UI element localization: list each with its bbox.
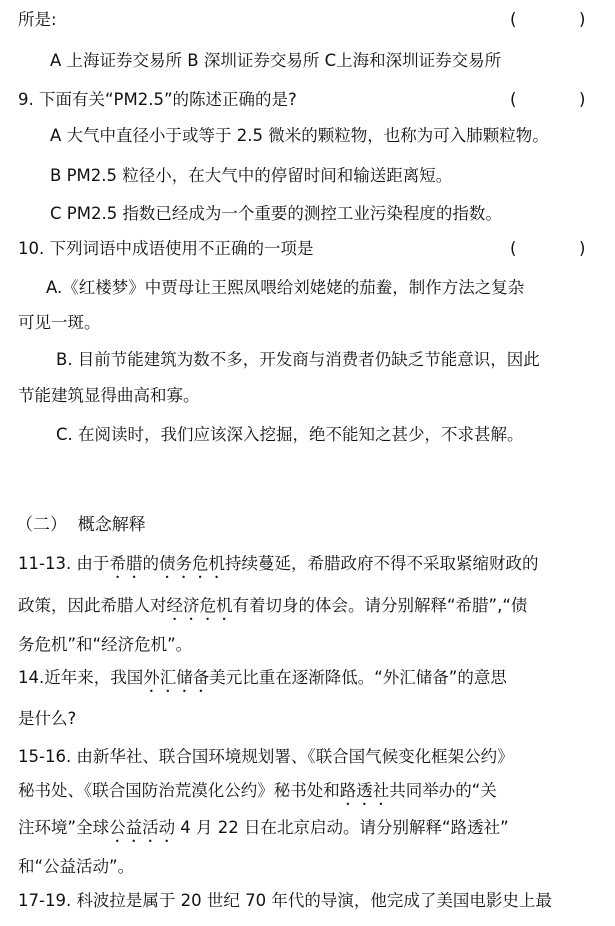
q11-13-line3: 务危机”和“经济危机”。 (18, 635, 193, 654)
term-reuters: 路透社 (339, 781, 390, 800)
q9-option-b: B PM2.5 粒径小，在大气中的停留时间和输送距离短。 (50, 166, 453, 185)
q8-stem-end: 所是: (18, 10, 57, 29)
term-debt-crisis: 债务危机 (158, 554, 225, 573)
q15-16-line3 (18, 817, 608, 846)
q15-16-line3-a: 注环境”全球 (18, 818, 110, 837)
q17-19-line1: 17-19. 科波拉是属于 20 世纪 70 年代的导演，他完成了美国电影史上最 (18, 891, 552, 910)
q11-13-line2-a: 政策，因此希腊人对 (18, 596, 167, 615)
q10-stem: 10. 下列词语中成语使用不正确的一项是 (18, 239, 314, 258)
q11-13-mid: 的 (142, 554, 159, 573)
q10-option-c: C. 在阅读时，我们应该深入挖掘，绝不能知之甚少，不求甚解。 (56, 425, 524, 444)
q8-options: A 上海证券交易所 B 深圳证券交易所 C上海和深圳证券交易所 (50, 51, 502, 70)
q15-16-line2-a: 秘书处、《联合国防治荒漠化公约》秘书处和 (18, 781, 340, 800)
q11-13-line1 (18, 553, 608, 582)
q10-option-a-line1: A.《红楼梦》中贾母让王熙凤喂给刘姥姥的茄鲞，制作方法之复杂 (46, 278, 525, 297)
q8-answer-blank[interactable]: ( ) (508, 10, 588, 29)
q14-line1 (18, 667, 608, 696)
q14-rest: 美元比重在逐渐降低。“外汇储备”的意思 (209, 668, 507, 687)
q14-prefix: 14.近年来，我国 (18, 668, 144, 687)
q15-16-line2-b: 共同举办的“关 (389, 781, 497, 800)
section-heading: （二） 概念解释 (16, 515, 146, 535)
q10-answer-blank[interactable]: ( ) (508, 239, 588, 258)
q10-option-b-line1: B. 目前节能建筑为数不多，开发商与消费者仍缺乏节能意识，因此 (56, 350, 540, 369)
q15-16-line2 (18, 780, 608, 809)
term-public-welfare: 公益活动 (109, 818, 176, 837)
q15-16-line4: 和“公益活动”。 (18, 857, 135, 876)
term-forex-reserve: 外汇储备 (143, 668, 210, 687)
term-greece: 希腊 (109, 554, 143, 573)
q10-option-a-line2: 可见一斑。 (18, 313, 101, 332)
q11-13-line2-b: 有着切身的体会。请分别解释“希腊”,“债 (232, 596, 528, 615)
q15-16-line3-b: 4 月 22 日在北京启动。请分别解释“路透社” (175, 818, 509, 837)
q9-option-c: C PM2.5 指数已经成为一个重要的测控工业污染程度的指数。 (50, 204, 502, 223)
q9-option-a: A 大气中直径小于或等于 2.5 微米的颗粒物，也称为可入肺颗粒物。 (50, 126, 549, 145)
q11-13-line2 (18, 595, 608, 624)
q9-answer-blank[interactable]: ( ) (508, 90, 588, 109)
q15-16-line1: 15-16. 由新华社、联合国环境规划署、《联合国气候变化框架公约》 (18, 747, 514, 766)
term-economic-crisis: 经济危机 (166, 596, 233, 615)
q9-stem: 9. 下面有关“PM2.5”的陈述正确的是? (18, 90, 297, 109)
q11-13-rest: 持续蔓延，希腊政府不得不采取紧缩财政的 (224, 554, 539, 573)
q14-line2: 是什么? (18, 709, 77, 728)
q11-13-prefix: 11-13. 由于 (18, 554, 110, 573)
q10-option-b-line2: 节能建筑显得曲高和寡。 (18, 386, 200, 405)
